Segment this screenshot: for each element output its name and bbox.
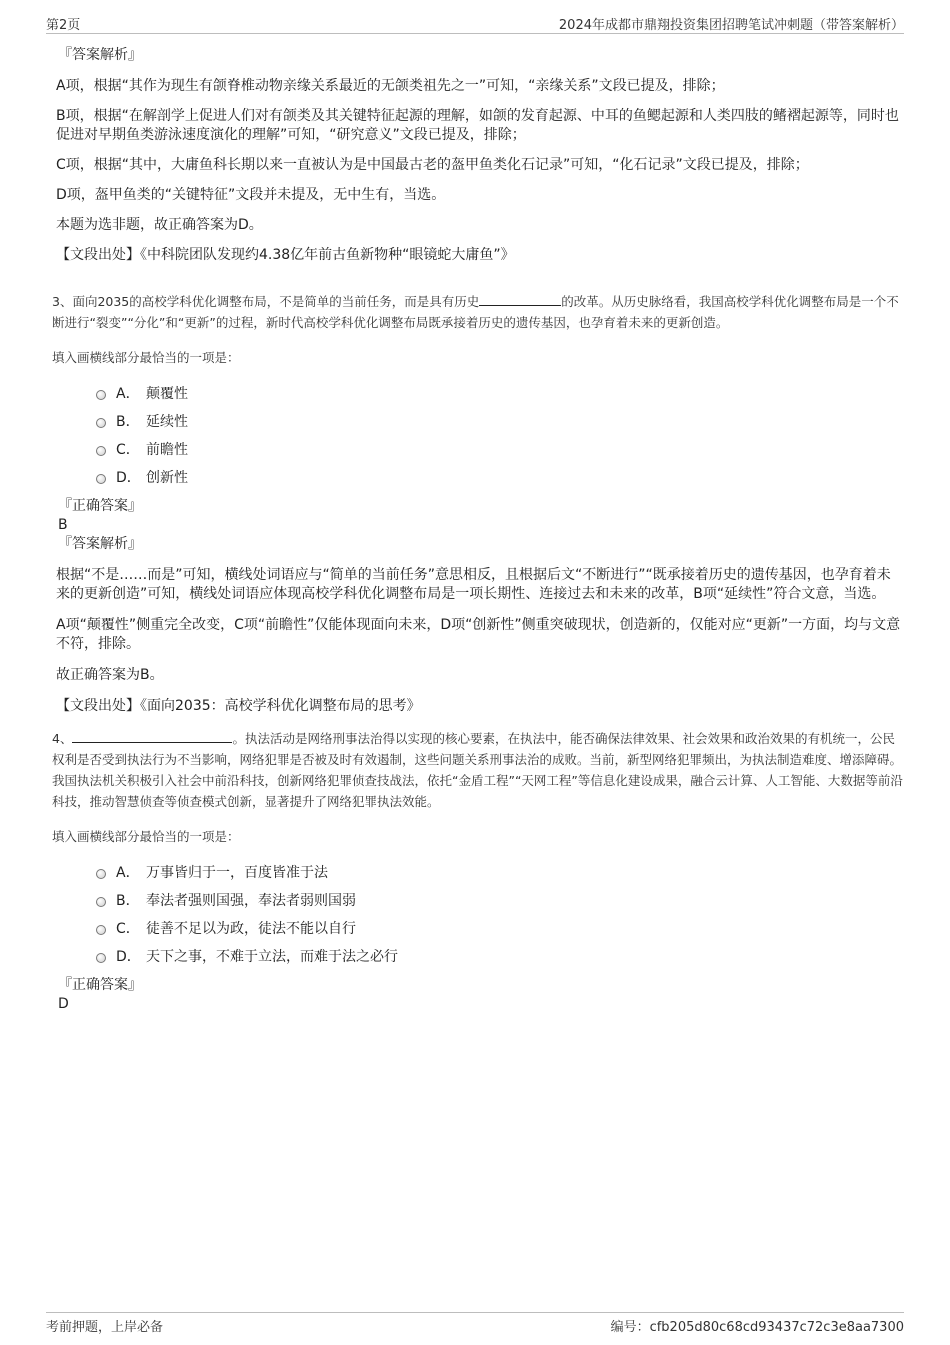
q4-stem [52,728,904,812]
footer-slogan: 考前押题，上岸必备 [46,1320,164,1335]
radio-icon[interactable] [96,953,106,963]
q4-option-c[interactable]: C． 徒善不足以为政，徒法不能以自行 [96,914,904,942]
q2-analysis-d: D项，盔甲鱼类的“关键特征”文段并未提及，无中生有，当选。 [56,187,446,203]
radio-icon[interactable] [96,390,106,400]
q4-option-d[interactable]: D． 天下之事，不难于立法，而难于法之必行 [96,942,904,970]
q3-option-a[interactable]: A． 颠覆性 [96,379,904,407]
page-content [52,46,904,1014]
q3-prompt: 填入画横线部分最恰当的一项是： [52,350,240,365]
q3-option-d[interactable]: D． 创新性 [96,463,904,491]
q3-stem-before-blank: 3、面向2035的高校学科优化调整布局，不是简单的当前任务，而是具有历史 [52,294,480,309]
q4-option-a[interactable]: A． 万事皆归于一，百度皆准于法 [96,858,904,886]
q2-analysis-label: 『答案解析』 [58,47,142,63]
document-title: 2024年成都市鼎翔投资集团招聘笔试冲刺题（带答案解析） [558,18,904,33]
q3-stem-after-blank: 的改革。从历史脉络看，我国高校学科优化调整布局是一个不断进行“裂变”“分化”和“更新”的过程，新时代高校学科优化调整布局既承接着历史的遗传基因，也孕育着未来的更新创造。 [52,294,899,330]
radio-icon[interactable] [96,446,106,456]
radio-icon[interactable] [96,869,106,879]
radio-icon[interactable] [96,925,106,935]
q3-blank [479,293,561,306]
q4-stem-text: 。执法活动是网络刑事法治得以实现的核心要素，在执法中，能否确保法律效果、社会效果和政治效果的有机统一，公民权利是否受到执法行为不当影响，网络犯罪是否被及时有效遏制，这些问题关系刑事法治的成败。当前，新型网络犯罪频出，为执法制造难度、增添障碍。我国执法机关积极引入社会中前沿科技，创新网络犯罪侦查技战法，依托“金盾工程”“天网工程”等信息化建设成果，融合云计算、人工智能、大数据等前沿科技，推动智慧侦查等侦查模式创新，显著提升了网络犯罪执法效能。 [52,731,903,809]
q3-analysis-1: 根据“不是……而是”可知，横线处词语应与“简单的当前任务”意思相反，且根据后文“不断进行”“既承接着历史的遗传基因，也孕育着未来的更新创造”可知，横线处词语应体现高校学科优化调整布局是一项长期性、连接过去和未来的改革，B项“延续性”符合文意，当选。 [56,567,891,602]
page-footer [46,1312,904,1335]
page-number: 第2页 [46,18,81,33]
q3-analysis-label: 『答案解析』 [58,536,142,552]
q3-conclusion: 故正确答案为B。 [56,667,164,683]
q3-answer-label: 『正确答案』 [58,498,142,514]
radio-icon[interactable] [96,474,106,484]
q3-option-c[interactable]: C． 前瞻性 [96,435,904,463]
radio-icon[interactable] [96,418,106,428]
q2-source: 【文段出处】《中科院团队发现约4.38亿年前古鱼新物种“眼镜蛇大庸鱼”》 [56,247,515,263]
q3-source: 【文段出处】《面向2035：高校学科优化调整布局的思考》 [56,698,421,714]
q3-analysis-2: A项“颠覆性”侧重完全改变，C项“前瞻性”仅能体现面向未来，D项“创新性”侧重突破现状，创造新的，仅能对应“更新”一方面，均与文意不符，排除。 [56,617,901,652]
q4-answer-label: 『正确答案』 [58,977,142,993]
page-header [46,14,904,34]
q2-conclusion: 本题为选非题，故正确答案为D。 [56,217,263,233]
q3-option-b[interactable]: B． 延续性 [96,407,904,435]
q3-answer: B [58,517,68,533]
q3-stem [52,291,904,333]
q4-answer: D [58,996,69,1012]
document-code: 编号：cfb205d80c68cd93437c72c3e8aa7300 [610,1320,904,1335]
q2-analysis-c: C项，根据“其中，大庸鱼科长期以来一直被认为是中国最古老的盔甲鱼类化石记录”可知，“化石记录”文段已提及，排除； [56,157,809,173]
q4-prompt: 填入画横线部分最恰当的一项是： [52,829,240,844]
q4-number: 4、 [52,731,73,746]
q2-analysis-a: A项，根据“其作为现生有颌脊椎动物亲缘关系最近的无颌类祖先之一”可知，“亲缘关系”文段已提及，排除； [56,78,725,94]
radio-icon[interactable] [96,897,106,907]
q4-option-b[interactable]: B． 奉法者强则国强，奉法者弱则国弱 [96,886,904,914]
q4-blank [72,730,232,743]
q4-options [96,858,904,970]
q3-options [96,379,904,491]
q2-analysis-b: B项，根据“在解剖学上促进人们对有颌类及其关键特征起源的理解，如颌的发育起源、中耳的鱼鳃起源和人类四肢的鳍褶起源等，同时也促进对早期鱼类游泳速度演化的理解”可知，“研究意义”文段已提及，排除； [56,108,899,143]
